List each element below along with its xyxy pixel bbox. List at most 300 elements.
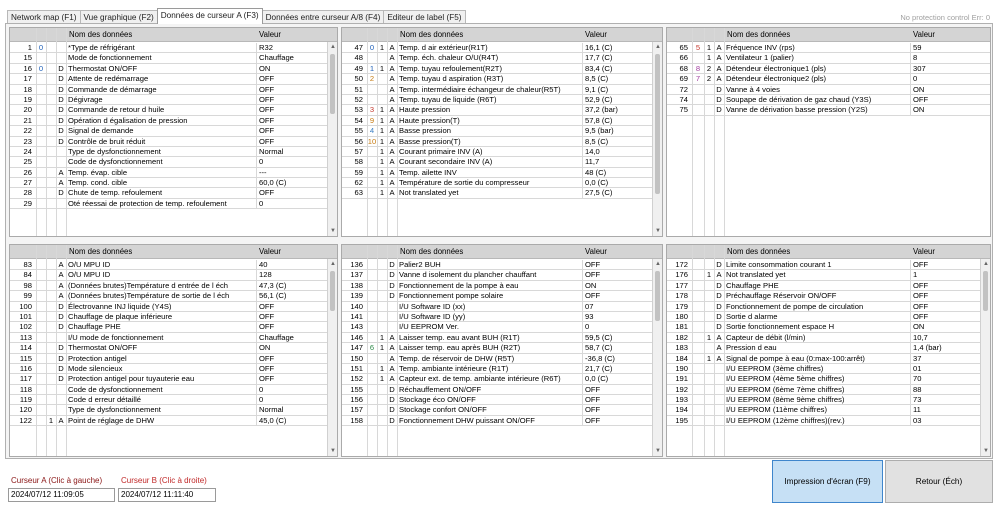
tab-network-map[interactable]: Network map (F1) bbox=[7, 10, 81, 24]
data-value: 03 bbox=[910, 416, 982, 426]
row-id: 156 bbox=[350, 395, 363, 405]
row-id: 1 bbox=[27, 43, 32, 52]
data-type: D bbox=[58, 353, 64, 363]
data-value: OFF bbox=[256, 302, 328, 312]
channel bbox=[377, 291, 387, 301]
channel: 1 bbox=[379, 167, 385, 177]
row-id: 66 bbox=[679, 53, 688, 63]
table-row[interactable] bbox=[667, 64, 991, 74]
data-name: Vanne à 4 voies bbox=[726, 84, 780, 94]
table-row[interactable] bbox=[667, 95, 991, 105]
table-row[interactable] bbox=[10, 85, 328, 95]
table-row[interactable] bbox=[342, 302, 653, 312]
data-type: D bbox=[716, 311, 722, 321]
vertical-scrollbar[interactable] bbox=[327, 259, 337, 456]
data-type: A bbox=[716, 353, 722, 363]
data-name: *Type de réfrigérant bbox=[68, 43, 135, 52]
data-type: D bbox=[389, 270, 395, 280]
cursor-a-marker bbox=[367, 291, 377, 301]
table-row[interactable] bbox=[342, 105, 653, 115]
table-row[interactable] bbox=[667, 333, 982, 343]
data-value: 16,1 (C) bbox=[582, 43, 653, 53]
data-value: 0 bbox=[256, 199, 328, 209]
cursor-a-marker bbox=[36, 126, 46, 136]
data-type: A bbox=[389, 105, 395, 115]
row-id: 21 bbox=[23, 115, 32, 125]
data-type: A bbox=[58, 178, 64, 188]
data-value: 0 bbox=[582, 322, 653, 332]
channel bbox=[704, 291, 714, 301]
row-id: 152 bbox=[350, 374, 363, 384]
channel: 1 bbox=[379, 188, 385, 198]
vertical-scrollbar[interactable] bbox=[980, 259, 990, 456]
data-type: D bbox=[716, 280, 722, 290]
row-id: 193 bbox=[675, 395, 688, 405]
table-row[interactable] bbox=[667, 302, 982, 312]
data-type: A bbox=[389, 363, 395, 373]
table-row[interactable] bbox=[342, 53, 653, 63]
cursor-a-timestamp: 2024/07/12 11:09:05 bbox=[8, 488, 115, 502]
data-value: 1,4 (bar) bbox=[910, 343, 982, 353]
row-id: 47 bbox=[354, 43, 363, 52]
scroll-thumb[interactable] bbox=[330, 271, 335, 311]
table-row[interactable] bbox=[342, 168, 653, 178]
cursor-a-marker: 10 bbox=[367, 136, 377, 146]
cursor-a-marker bbox=[36, 322, 46, 332]
data-value: 45,0 (C) bbox=[256, 416, 328, 426]
cursor-a-marker bbox=[36, 85, 46, 95]
cursor-a-marker: 9 bbox=[369, 115, 375, 125]
channel: 1 bbox=[379, 126, 385, 136]
cursor-a-marker bbox=[36, 74, 46, 84]
row-id: 51 bbox=[354, 84, 363, 94]
table-row[interactable] bbox=[667, 85, 991, 95]
data-type: D bbox=[58, 136, 64, 146]
table-row[interactable] bbox=[342, 354, 653, 364]
row-id: 99 bbox=[23, 291, 32, 301]
data-name: Capteur ext. de temp. ambiante intérieure (R6T) bbox=[399, 374, 561, 384]
row-id: 115 bbox=[19, 353, 32, 363]
data-name: Temp. tuyau d aspiration (R3T) bbox=[399, 74, 504, 84]
channel bbox=[704, 95, 714, 105]
cursor-a-marker: 6 bbox=[369, 343, 375, 353]
row-id: 27 bbox=[23, 178, 32, 188]
row-id: 177 bbox=[675, 280, 688, 290]
scroll-up-icon[interactable]: ▲ bbox=[330, 44, 336, 50]
row-id: 117 bbox=[19, 374, 32, 384]
channel bbox=[377, 385, 387, 395]
data-value: OFF bbox=[582, 270, 653, 280]
table-row[interactable] bbox=[342, 126, 653, 136]
table-row[interactable] bbox=[10, 188, 328, 198]
channel bbox=[377, 405, 387, 415]
channel bbox=[46, 281, 56, 291]
cursor-b-timestamp: 2024/07/12 11:11:40 bbox=[118, 488, 216, 502]
table-row[interactable] bbox=[10, 302, 328, 312]
cursor-a-marker bbox=[692, 95, 704, 105]
channel bbox=[46, 405, 56, 415]
cursor-a-marker bbox=[367, 312, 377, 322]
table-row[interactable] bbox=[10, 333, 328, 343]
table-row[interactable] bbox=[10, 168, 328, 178]
table-row[interactable] bbox=[342, 281, 653, 291]
table-row[interactable] bbox=[342, 333, 653, 343]
table-row[interactable] bbox=[342, 322, 653, 332]
column-header-name: Nom des données bbox=[727, 30, 791, 39]
table-row[interactable] bbox=[10, 116, 328, 126]
data-type bbox=[387, 302, 397, 312]
table-row[interactable] bbox=[342, 405, 653, 415]
data-value: Chauffage bbox=[256, 333, 328, 343]
data-name: Basse pression bbox=[399, 126, 451, 136]
screenshot-button[interactable]: Impression d'écran (F9) bbox=[772, 460, 883, 503]
row-id: 183 bbox=[675, 343, 688, 353]
table-row[interactable] bbox=[667, 291, 982, 301]
table-row[interactable] bbox=[342, 364, 653, 374]
table-row[interactable] bbox=[10, 74, 328, 84]
row-id: 180 bbox=[675, 311, 688, 321]
back-button[interactable]: Retour (Éch) bbox=[885, 460, 993, 503]
tab-label-editor[interactable]: Editeur de label (F5) bbox=[383, 10, 465, 24]
data-name: Mode de fonctionnement bbox=[68, 53, 152, 63]
scroll-up-icon[interactable]: ▲ bbox=[330, 261, 336, 267]
data-value: OFF bbox=[910, 302, 982, 312]
row-id: 28 bbox=[23, 188, 32, 198]
scroll-thumb[interactable] bbox=[330, 54, 335, 114]
table-row[interactable] bbox=[342, 116, 653, 126]
data-value: OFF bbox=[582, 385, 653, 395]
cursor-a-marker bbox=[36, 199, 46, 209]
row-id: 138 bbox=[350, 280, 363, 290]
cursor-a-marker bbox=[367, 322, 377, 332]
table-row[interactable] bbox=[10, 147, 328, 157]
table-row[interactable] bbox=[342, 157, 653, 167]
table-row[interactable] bbox=[10, 405, 328, 415]
table-row[interactable] bbox=[10, 416, 328, 426]
panel-header bbox=[10, 28, 337, 42]
vertical-scrollbar[interactable] bbox=[652, 42, 662, 236]
cursor-a-marker bbox=[367, 147, 377, 157]
data-panel-top-left bbox=[9, 27, 338, 237]
row-id: 190 bbox=[675, 363, 688, 373]
channel bbox=[46, 322, 56, 332]
data-type: A bbox=[716, 332, 722, 342]
cursor-a-marker bbox=[367, 405, 377, 415]
table-row[interactable] bbox=[667, 385, 982, 395]
cursor-a-marker bbox=[692, 343, 704, 353]
data-name: Code d erreur détaillé bbox=[68, 395, 142, 405]
cursor-a-marker bbox=[36, 374, 46, 384]
data-name: Signal de pompe à eau (0:max-100:arrêt) bbox=[726, 353, 865, 363]
row-id: 181 bbox=[675, 322, 688, 332]
data-name: (Données brutes)Température d entrée de l éch bbox=[68, 280, 228, 290]
data-name: Attente de redémarrage bbox=[68, 74, 149, 84]
row-id: 53 bbox=[354, 105, 363, 115]
cursor-a-marker bbox=[36, 105, 46, 115]
table-row[interactable] bbox=[667, 322, 982, 332]
data-name: Sortie fonctionnement espace H bbox=[726, 322, 835, 332]
cursor-a-marker bbox=[36, 281, 46, 291]
table-row[interactable] bbox=[667, 395, 982, 405]
table-row[interactable] bbox=[667, 53, 991, 63]
row-id: 52 bbox=[354, 94, 363, 104]
data-value: 9,5 (bar) bbox=[582, 126, 653, 136]
scroll-up-icon[interactable]: ▲ bbox=[983, 261, 989, 267]
data-name: Fonctionnement de pompe de circulation bbox=[726, 301, 864, 311]
table-row[interactable] bbox=[10, 364, 328, 374]
table-row[interactable] bbox=[342, 95, 653, 105]
table-row[interactable] bbox=[10, 312, 328, 322]
table-row[interactable] bbox=[10, 322, 328, 332]
row-id: 59 bbox=[354, 167, 363, 177]
data-name: Fonctionnement pompe solaire bbox=[399, 291, 504, 301]
data-type: A bbox=[716, 270, 722, 280]
table-row[interactable] bbox=[342, 147, 653, 157]
table-row[interactable] bbox=[342, 64, 653, 74]
table-row[interactable] bbox=[342, 260, 653, 270]
table-row[interactable] bbox=[10, 64, 328, 74]
data-type: D bbox=[389, 405, 395, 415]
cursor-a-marker bbox=[692, 260, 704, 270]
data-name: Not translated yet bbox=[726, 270, 786, 280]
data-name: I/U EEPROM (4ème 5ème chiffres) bbox=[726, 374, 845, 384]
table-row[interactable] bbox=[10, 178, 328, 188]
data-name: Courant secondaire INV (A) bbox=[399, 157, 493, 167]
cursor-a-marker bbox=[692, 364, 704, 374]
cursor-a-marker bbox=[36, 364, 46, 374]
table-row[interactable] bbox=[342, 270, 653, 280]
table-row[interactable] bbox=[10, 95, 328, 105]
scroll-up-icon[interactable]: ▲ bbox=[655, 261, 661, 267]
channel: 1 bbox=[379, 136, 385, 146]
row-id: 172 bbox=[675, 260, 688, 269]
data-name: Opération d égalisation de pression bbox=[68, 115, 188, 125]
cursor-a-marker bbox=[36, 270, 46, 280]
row-id: 101 bbox=[19, 311, 32, 321]
data-panel-top-right bbox=[666, 27, 991, 237]
row-id: 63 bbox=[354, 188, 363, 198]
row-id: 15 bbox=[23, 53, 32, 63]
table-row[interactable] bbox=[667, 43, 991, 53]
table-row[interactable] bbox=[10, 53, 328, 63]
channel: 1 bbox=[379, 105, 385, 115]
row-id: 136 bbox=[350, 260, 363, 269]
table-row[interactable] bbox=[10, 343, 328, 353]
data-type: D bbox=[58, 301, 64, 311]
table-row[interactable] bbox=[342, 385, 653, 395]
table-row[interactable] bbox=[10, 157, 328, 167]
data-name: Temp. d air extérieur(R1T) bbox=[399, 43, 488, 52]
scroll-thumb[interactable] bbox=[983, 271, 988, 311]
tab-cursor-a-data[interactable]: Données de curseur A (F3) bbox=[157, 8, 263, 24]
data-value: OFF bbox=[910, 95, 991, 105]
data-type: D bbox=[716, 260, 722, 269]
row-id: 179 bbox=[675, 301, 688, 311]
table-row[interactable] bbox=[667, 281, 982, 291]
table-row[interactable] bbox=[667, 354, 982, 364]
row-id: 137 bbox=[350, 270, 363, 280]
data-value: 9,1 (C) bbox=[582, 85, 653, 95]
data-type: A bbox=[389, 63, 395, 73]
data-value: 01 bbox=[910, 364, 982, 374]
data-type: D bbox=[716, 94, 722, 104]
data-value: 0 bbox=[256, 157, 328, 167]
table-row[interactable] bbox=[667, 105, 991, 115]
table-row[interactable] bbox=[667, 364, 982, 374]
table-row[interactable] bbox=[667, 312, 982, 322]
data-type bbox=[387, 322, 397, 332]
data-type: A bbox=[389, 126, 395, 136]
table-row[interactable] bbox=[342, 395, 653, 405]
data-name: Chauffage PHE bbox=[68, 322, 121, 332]
table-row[interactable] bbox=[342, 374, 653, 384]
row-id: 176 bbox=[675, 270, 688, 280]
table-row[interactable] bbox=[342, 137, 653, 147]
table-row[interactable] bbox=[342, 312, 653, 322]
channel bbox=[46, 302, 56, 312]
data-type: D bbox=[58, 188, 64, 198]
data-name: I/U Software ID (yy) bbox=[399, 311, 466, 321]
data-value: 17,7 (C) bbox=[582, 53, 653, 63]
channel bbox=[46, 385, 56, 395]
row-id: 17 bbox=[23, 74, 32, 84]
table-row[interactable] bbox=[667, 405, 982, 415]
table-row[interactable] bbox=[10, 43, 328, 53]
data-value: 11,7 bbox=[582, 157, 653, 167]
table-row[interactable] bbox=[10, 260, 328, 270]
table-row[interactable] bbox=[10, 395, 328, 405]
vertical-scrollbar[interactable] bbox=[652, 259, 662, 456]
scroll-up-icon[interactable]: ▲ bbox=[655, 44, 661, 50]
channel: 1 bbox=[48, 415, 54, 425]
scroll-thumb[interactable] bbox=[655, 271, 660, 321]
table-row[interactable] bbox=[10, 137, 328, 147]
channel: 1 bbox=[379, 115, 385, 125]
row-id: 192 bbox=[675, 384, 688, 394]
data-value: OFF bbox=[256, 85, 328, 95]
data-type bbox=[56, 157, 66, 167]
data-type: A bbox=[389, 188, 395, 198]
scroll-down-icon[interactable]: ▼ bbox=[330, 228, 336, 234]
channel bbox=[704, 343, 714, 353]
tab-graph-view[interactable]: Vue graphique (F2) bbox=[80, 10, 158, 24]
channel: 1 bbox=[379, 63, 385, 73]
row-id: 48 bbox=[354, 53, 363, 63]
data-type bbox=[56, 395, 66, 405]
data-value: 27,5 (C) bbox=[582, 188, 653, 198]
data-value: Normal bbox=[256, 405, 328, 415]
table-row[interactable] bbox=[342, 43, 653, 53]
data-name: Température de sortie du compresseur bbox=[399, 178, 530, 188]
row-id: 84 bbox=[23, 270, 32, 280]
data-panel-bottom-center bbox=[341, 244, 663, 457]
data-value: 70 bbox=[910, 374, 982, 384]
row-id: 113 bbox=[19, 332, 32, 342]
scroll-thumb[interactable] bbox=[655, 54, 660, 194]
row-id: 72 bbox=[679, 84, 688, 94]
table-row[interactable] bbox=[667, 374, 982, 384]
data-type: A bbox=[58, 270, 64, 280]
table-row[interactable] bbox=[10, 270, 328, 280]
data-type: A bbox=[389, 146, 395, 156]
data-type bbox=[56, 333, 66, 343]
table-row[interactable] bbox=[667, 343, 982, 353]
scroll-down-icon[interactable]: ▼ bbox=[983, 448, 989, 454]
table-row[interactable] bbox=[667, 74, 991, 84]
table-row[interactable] bbox=[10, 374, 328, 384]
table-row[interactable] bbox=[10, 105, 328, 115]
data-type: A bbox=[389, 157, 395, 167]
data-value: 83,4 (C) bbox=[582, 64, 653, 74]
channel bbox=[46, 43, 56, 53]
tab-between-cursors[interactable]: Données entre curseur A/8 (F4) bbox=[262, 10, 385, 24]
data-value: 8,5 (C) bbox=[582, 74, 653, 84]
data-type: A bbox=[389, 136, 395, 146]
data-type: A bbox=[58, 167, 64, 177]
data-value: 07 bbox=[582, 302, 653, 312]
data-value: 1 bbox=[910, 270, 982, 280]
data-type bbox=[387, 312, 397, 322]
table-row[interactable] bbox=[10, 126, 328, 136]
vertical-scrollbar[interactable] bbox=[327, 42, 337, 236]
row-id: 26 bbox=[23, 167, 32, 177]
row-id: 158 bbox=[350, 415, 363, 425]
row-id: 20 bbox=[23, 105, 32, 115]
data-type bbox=[714, 385, 724, 395]
row-id: 50 bbox=[354, 74, 363, 84]
data-value: OFF bbox=[910, 312, 982, 322]
table-row[interactable] bbox=[10, 385, 328, 395]
table-row[interactable] bbox=[10, 281, 328, 291]
scroll-down-icon[interactable]: ▼ bbox=[330, 448, 336, 454]
scroll-down-icon[interactable]: ▼ bbox=[655, 448, 661, 454]
table-row[interactable] bbox=[10, 199, 328, 209]
data-type: D bbox=[58, 115, 64, 125]
data-value: 0,0 (C) bbox=[582, 178, 653, 188]
cursor-a-marker bbox=[692, 333, 704, 343]
data-value: 11 bbox=[910, 405, 982, 415]
table-row[interactable] bbox=[667, 270, 982, 280]
table-row[interactable] bbox=[342, 85, 653, 95]
row-id: 140 bbox=[350, 301, 363, 311]
table-row[interactable] bbox=[10, 354, 328, 364]
channel bbox=[46, 291, 56, 301]
table-row[interactable] bbox=[342, 178, 653, 188]
data-value: 93 bbox=[582, 312, 653, 322]
table-row[interactable] bbox=[342, 343, 653, 353]
row-id: 147 bbox=[350, 343, 363, 353]
table-row[interactable] bbox=[342, 416, 653, 426]
cursor-a-marker: 4 bbox=[369, 126, 375, 136]
data-value: --- bbox=[256, 168, 328, 178]
data-name: I/U Software ID (xx) bbox=[399, 301, 466, 311]
data-panel-bottom-right bbox=[666, 244, 991, 457]
table-row[interactable] bbox=[342, 188, 653, 198]
table-row[interactable] bbox=[10, 291, 328, 301]
scroll-down-icon[interactable]: ▼ bbox=[655, 228, 661, 234]
table-row[interactable] bbox=[667, 416, 982, 426]
data-value: OFF bbox=[256, 105, 328, 115]
row-id: 194 bbox=[675, 405, 688, 415]
data-value: OFF bbox=[910, 281, 982, 291]
table-row[interactable] bbox=[667, 260, 982, 270]
channel bbox=[46, 270, 56, 280]
cursor-a-marker bbox=[36, 53, 46, 63]
column-header-value: Valeur bbox=[585, 247, 607, 256]
table-row[interactable] bbox=[342, 291, 653, 301]
data-name: Réchauffement ON/OFF bbox=[399, 384, 482, 394]
table-row[interactable] bbox=[342, 74, 653, 84]
